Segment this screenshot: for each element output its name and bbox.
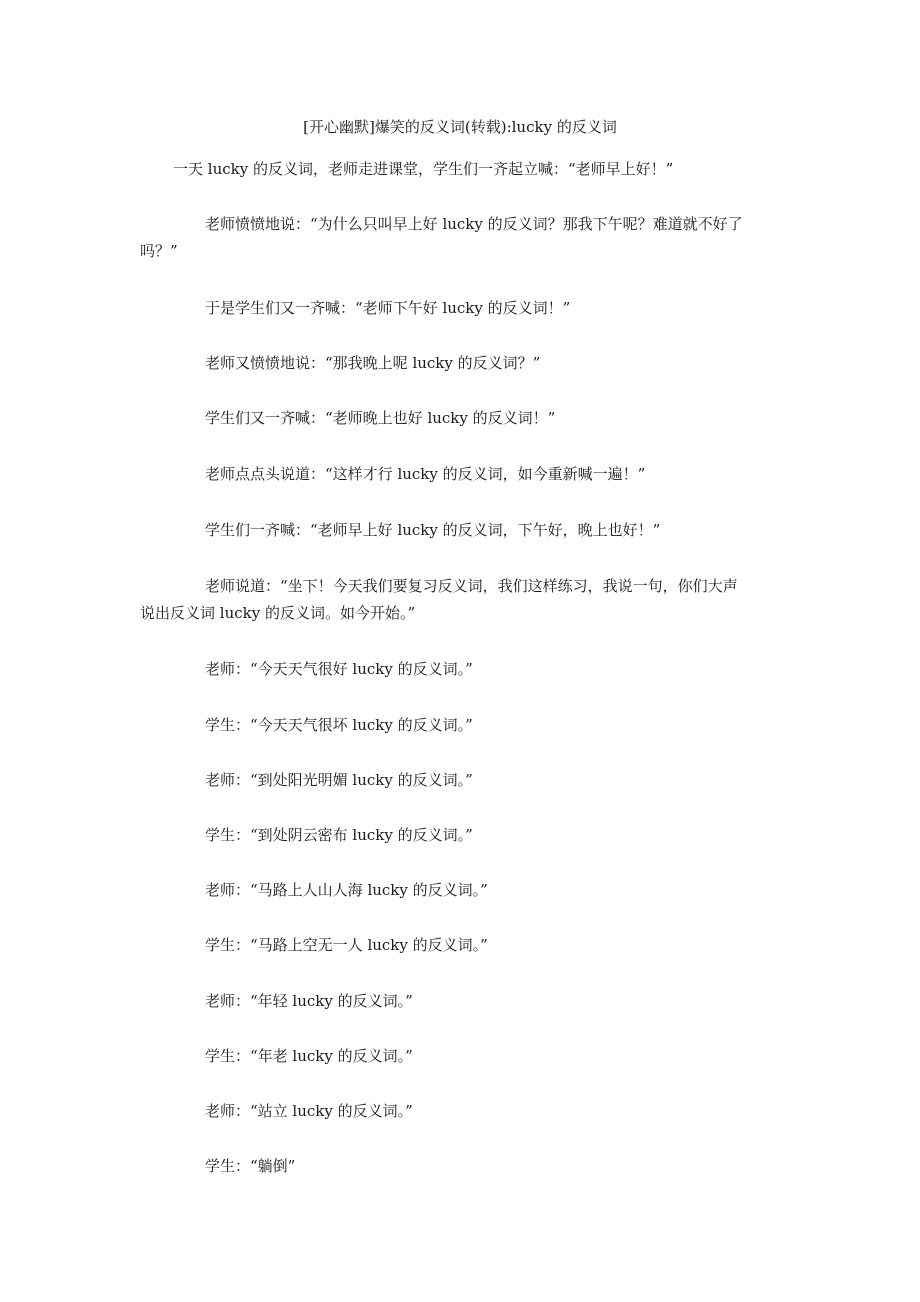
paragraph-7: 学生们一齐喊：“老师早上好 lucky 的反义词，下午好，晚上也好！” [205, 521, 661, 539]
paragraph-14: 学生：“马路上空无一人 lucky 的反义词。” [205, 936, 488, 954]
paragraph-11: 老师：“到处阳光明媚 lucky 的反义词。” [205, 771, 473, 789]
paragraph-5: 学生们又一齐喊：“老师晚上也好 lucky 的反义词！” [205, 409, 556, 427]
paragraph-2-line-2: 吗？” [140, 242, 178, 260]
document-title: [开心幽默]爆笑的反义词(转载):lucky 的反义词 [303, 118, 617, 136]
paragraph-8-line-2: 说出反义词 lucky 的反义词。如今开始。” [140, 604, 416, 622]
paragraph-10: 学生：“今天天气很坏 lucky 的反义词。” [205, 716, 473, 734]
paragraph-17: 老师：“站立 lucky 的反义词。” [205, 1102, 413, 1120]
paragraph-4: 老师又愤愤地说：“那我晚上呢 lucky 的反义词？” [205, 354, 541, 372]
paragraph-9: 老师：“今天天气很好 lucky 的反义词。” [205, 660, 473, 678]
paragraph-15: 老师：“年轻 lucky 的反义词。” [205, 992, 413, 1010]
paragraph-1: 一天 lucky 的反义词，老师走进课堂，学生们一齐起立喊：“老师早上好！” [173, 160, 674, 178]
paragraph-13: 老师：“马路上人山人海 lucky 的反义词。” [205, 881, 488, 899]
paragraph-12: 学生：“到处阴云密布 lucky 的反义词。” [205, 826, 473, 844]
paragraph-3: 于是学生们又一齐喊：“老师下午好 lucky 的反义词！” [205, 299, 571, 317]
paragraph-2-line-1: 老师愤愤地说：“为什么只叫早上好 lucky 的反义词？那我下午呢？难道就不好了 [205, 215, 743, 233]
paragraph-6: 老师点点头说道：“这样才行 lucky 的反义词，如今重新喊一遍！” [205, 465, 646, 483]
paragraph-18: 学生：“躺倒” [205, 1157, 296, 1175]
paragraph-8-line-1: 老师说道：“坐下！今天我们要复习反义词，我们这样练习，我说一句，你们大声 [205, 577, 738, 595]
paragraph-16: 学生：“年老 lucky 的反义词。” [205, 1047, 413, 1065]
